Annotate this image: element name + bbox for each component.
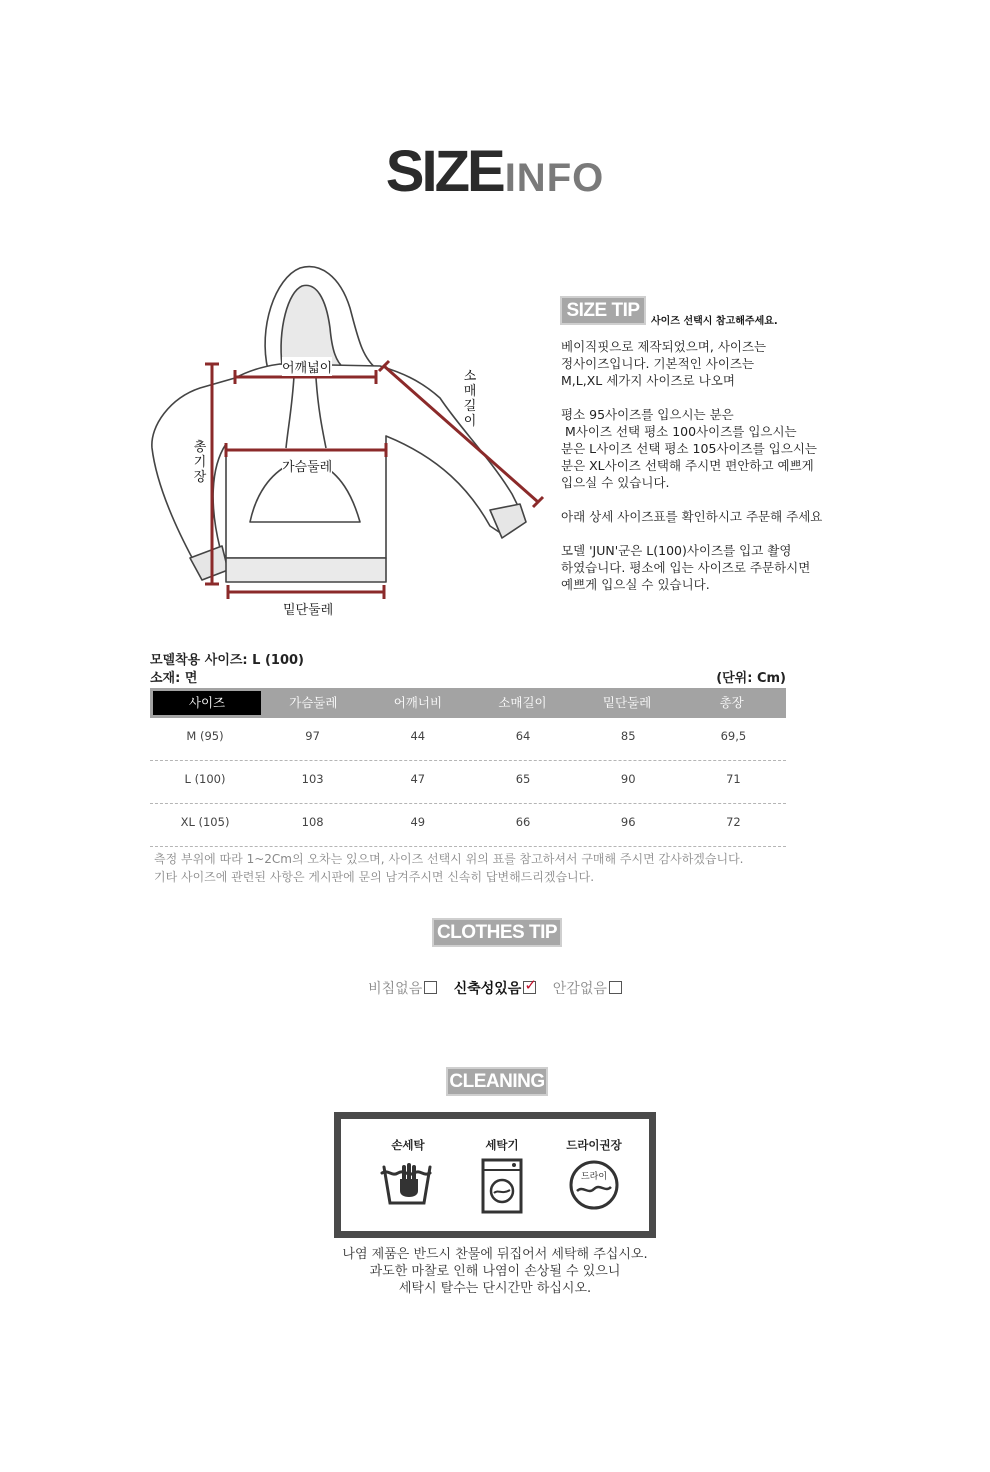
cleaning-label: 손세탁 [391,1138,425,1152]
size-tip-badge: SIZE TIP [560,296,646,325]
tip-gap [561,525,881,542]
hoodie-illustration [140,258,560,618]
tip-line: M사이즈 선택 평소 100사이즈를 입으시는 [561,424,797,439]
header-cell: 어깨너비 [393,695,443,710]
label-shoulder: 어깨넓이 [282,357,332,376]
cleaning-note-line: 과도한 마찰로 인해 나염이 손상될 수 있으니 [369,1264,621,1279]
table-cell: XL (105) [180,815,230,829]
table-cell: 66 [515,815,531,829]
note-line: 기타 사이즈에 관련된 사항은 게시판에 문의 남겨주시면 신속히 답변해드리겠습니다. [154,870,595,884]
model-size: 모델착용 사이즈: L (100) [150,653,304,668]
tip-line: 분은 XL사이즈 선택해 주시면 편안하고 예쁘게 [561,458,814,473]
cleaning-notes [0,1246,990,1297]
title-info: INFO [504,156,605,200]
checkbox-icon [424,981,437,994]
tip-line: 하였습니다. 평소에 입는 사이즈로 주문하시면 [561,560,811,575]
cleaning-item-washing-machine [457,1137,547,1215]
table-cell: 65 [515,772,531,786]
hoodie-diagram [140,258,560,618]
table-cell: 49 [410,815,426,829]
table-cell: 108 [301,815,324,829]
size-tip-text [561,338,881,593]
size-tip-note: 사이즈 선택시 참고해주세요. [651,316,778,327]
table-row [150,718,786,761]
table-row [150,761,786,804]
header-cell: 총장 [719,695,744,710]
size-table [150,688,786,847]
cleaning-badge: CLEANING [446,1067,548,1096]
label-total-length: 총 기 장 [193,440,207,485]
table-cell: 71 [726,772,741,786]
check-label: 비침없음 [368,981,423,997]
dry-clean-icon [568,1159,620,1211]
table-cell: 64 [515,729,531,743]
header-cell: 사이즈 [153,691,261,715]
table-cell: 85 [620,729,636,743]
tip-line: 베이직핏으로 제작되었으며, 사이즈는 [561,339,767,354]
cleaning-icons-box [334,1112,656,1238]
table-cell: L (100) [184,772,226,786]
check-label: 안감없음 [552,981,607,997]
header-cell: 밑단둘레 [602,695,652,710]
dry-clean-circle-icon [568,1159,620,1211]
table-row [150,804,786,847]
tip-gap [561,491,881,508]
cleaning-label: 세탁기 [485,1138,519,1152]
table-note [154,850,743,886]
check-stretch [454,978,537,998]
cleaning-note-line: 나염 제품은 반드시 찬물에 뒤집어서 세탁해 주십시오. [342,1247,648,1262]
label-hem: 밑단둘레 [283,599,333,618]
tip-line: M,L,XL 세가지 사이즈로 나오며 [561,373,735,388]
title-size: SIZE [385,139,503,204]
header-cell: 가슴둘레 [289,695,338,710]
header-cell: 소매길이 [498,695,547,710]
table-cell: 47 [410,772,426,786]
checkbox-icon [609,981,622,994]
clothes-tip-badge: CLOTHES TIP [432,918,562,947]
tip-line: 아래 상세 사이즈표를 확인하시고 주문해 주세요 [561,509,823,524]
table-cell: 90 [620,772,636,786]
material: 소재: 면 [150,671,198,686]
tip-line: 정사이즈입니다. 기본적인 사이즈는 [561,356,755,371]
check-mark-icon: ✓ [524,976,537,994]
table-cell: 69,5 [720,729,747,743]
tip-line: 분은 L사이즈 선택 평소 105사이즈를 입으시는 [561,441,817,456]
check-lining [553,978,622,998]
table-cell: 44 [410,729,426,743]
table-cell: 96 [620,815,636,829]
tip-line: 입으실 수 있습니다. [561,475,670,490]
table-cell: M (95) [186,729,224,743]
page-title [0,138,990,205]
clothes-tip-checks [0,978,990,998]
table-cell: 97 [305,729,320,743]
dry-clean-text: 드라이 [580,1172,608,1182]
cleaning-note-line: 세탁시 탈수는 단시간만 하십시오. [398,1281,592,1296]
cleaning-item-hand-wash [363,1137,453,1211]
tip-gap [561,389,881,406]
hand-wash-icon [378,1159,438,1211]
cleaning-label: 드라이권장 [566,1138,622,1152]
tip-line: 평소 95사이즈를 입으시는 분은 [561,407,734,422]
label-sleeve-length: 소 매 길 이 [463,369,477,429]
table-cell: 103 [301,772,324,786]
tip-line: 예쁘게 입으실 수 있습니다. [561,577,710,592]
note-line: 측정 부위에 따라 1~2Cm의 오차는 있으며, 사이즈 선택시 위의 표를 참고하셔서 구매해 주시면 감사하겠습니다. [154,852,744,866]
checkbox-checked-icon [523,976,537,994]
label-chest: 가슴둘레 [282,456,332,475]
cleaning-item-dry-clean [549,1137,639,1211]
check-see-through [368,978,437,998]
tip-line: 모델 'JUN'군은 L(100)사이즈를 입고 촬영 [561,543,792,558]
table-header [150,688,786,718]
check-label: 신축성있음 [453,981,522,997]
table-cell: 72 [726,815,741,829]
unit-label: (단위: Cm) [716,671,786,686]
washing-machine-icon [480,1157,524,1215]
